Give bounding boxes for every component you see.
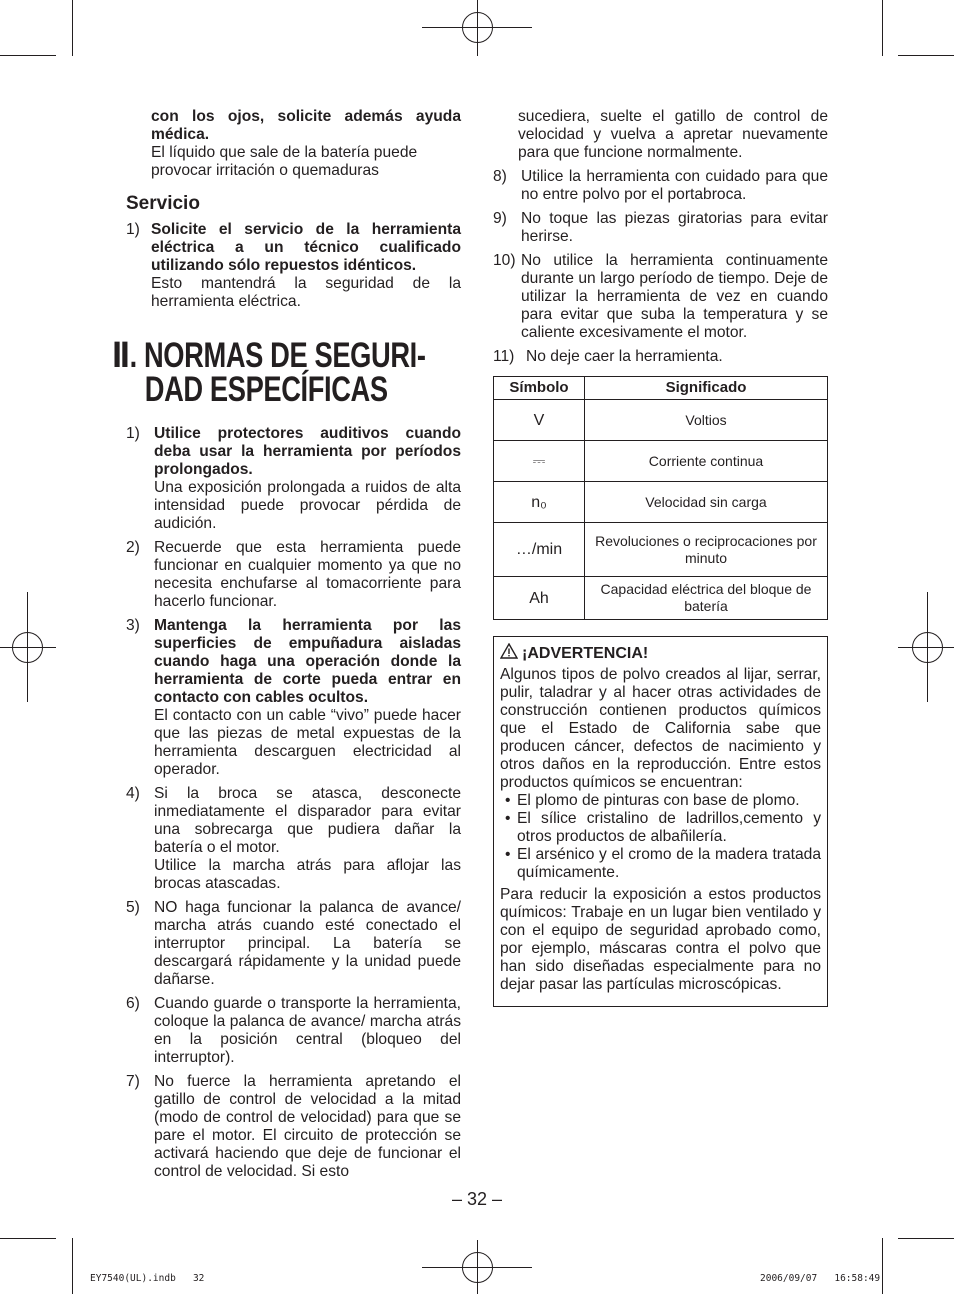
table-row: V Voltios	[494, 400, 828, 441]
warning-closing: Para reducir la exposición a estos productos químicos: Trabaje en un lugar bien ventilado y con el equipo de seguridad aprobado como, por ejemplo, máscaras contra el polvo que han sido diseñadas especialmente para no dejar pasar las partículas microscópicas.	[500, 886, 821, 993]
list-item: 11) No deje caer la herramienta.	[493, 348, 723, 365]
list-item: 6) Cuando guarde o transporte la herramienta, coloque la palanca de avance/ marcha atrás en la posición central (bloqueo del interruptor).	[126, 995, 461, 1066]
crop-mark-br-v	[882, 1238, 883, 1294]
table-header-symbol: Símbolo	[494, 377, 585, 400]
page-number: – 32 –	[451, 1189, 503, 1209]
warning-title: ¡ADVERTENCIA!	[522, 644, 649, 662]
warning-bullet: • El plomo de pinturas con base de plomo.	[505, 792, 800, 809]
list-item: 1) Utilice protectores auditivos cuando deba usar la herramienta por períodos prolongados. Una exposición prolongada a ruidos de alta intensidad puede provocar pérdida de audición.	[126, 425, 461, 532]
footer-file: EY7540(UL).indb 32	[90, 1273, 205, 1284]
continued-text: sucediera, suelte el gatillo de control de velocidad y vuelva a apretar nuevamente para que funcione normalmente.	[518, 108, 828, 161]
list-item: 10) No utilice la herramienta continuamente durante un largo período de tiempo. Deje de utilizar la herramienta de vez en cuando para evitar que suba la temperatura y se caliente excesivamente el motor.	[493, 252, 828, 341]
footer-date: 2006/09/07 16:58:49	[760, 1273, 881, 1284]
crop-mark-tl-h	[0, 55, 56, 56]
crop-mark-tr-v	[882, 0, 883, 56]
warning-intro: Algunos tipos de polvo creados al lijar, serrar, pulir, taladrar y al hacer otras actividades de construcción contienen productos químicos que el Estado de California sabe que producen cáncer, defectos de nacimiento y otros daños en la reproducción. Entre estos productos químicos se encuentran:	[500, 666, 821, 791]
warning-bullet: • El sílice cristalino de ladrillos,cemento y otros productos de albañilería.	[505, 810, 821, 845]
symbol-table	[493, 376, 828, 620]
intro-text: El líquido que sale de la batería puede provocar irritación o quemaduras	[151, 144, 418, 179]
dc-symbol-icon: ⎓	[494, 441, 585, 482]
intro-bold: con los ojos, solicite además ayuda médica.	[151, 108, 461, 143]
list-item: 4) Si la broca se atasca, desconecte inmediatamente el disparador para evitar una sobrecarga que pudiera dañar la batería o el motor. Utilice la marcha atrás para aflojar las brocas atascadas.	[126, 785, 461, 892]
warning-bullet: • El arsénico y el cromo de la madera tratada químicamente.	[505, 846, 821, 881]
servicio-item	[126, 221, 461, 311]
table-row: Ah Capacidad eléctrica del bloque de batería	[494, 577, 828, 620]
table-header-row	[494, 377, 828, 400]
table-row: n₀ Velocidad sin carga	[494, 482, 828, 523]
crop-mark-tl-v	[72, 0, 73, 56]
section-title-line1: Ⅱ. NORMAS DE SEGURI-	[112, 336, 426, 375]
crop-mark-tr-h	[898, 55, 954, 56]
intro-block	[126, 108, 461, 180]
warning-triangle-icon	[500, 643, 518, 664]
section-title	[112, 336, 447, 409]
warning-heading	[500, 643, 821, 664]
list-item: 7) No fuerce la herramienta apretando el gatillo de control de velocidad a la mitad (modo de control de velocidad) para que se pare el motor. El circuito de protección se activará haciendo que deje de funcionar el control de velocidad. Si esto	[126, 1073, 461, 1180]
right-column	[493, 108, 828, 1007]
servicio-heading: Servicio	[126, 193, 200, 214]
list-item: 3) Mantenga la herramienta por las superficies de empuñadura aisladas cuando haga una operación donde la herramienta de corte pueda entrar en contacto con cables ocultos. El contacto con un cable “vivo” puede hacer que las piezas de metal expuestas de la herramienta descarguen electricidad al operador.	[126, 617, 461, 778]
list-item: 2) Recuerde que esta herramienta puede funcionar en cualquier momento ya que no necesita enchufarse al tomacorriente para hacerlo funcionar.	[126, 539, 461, 610]
list-item: 9) No toque las piezas giratorias para evitar herirse.	[493, 210, 828, 245]
warning-box	[493, 636, 828, 1007]
left-column	[112, 108, 461, 1187]
crop-mark-bl-h	[0, 1238, 56, 1239]
table-row: …/min Revoluciones o reciprocaciones por minuto	[494, 523, 828, 577]
servicio-text: Esto mantendrá la seguridad de la herramienta eléctrica.	[151, 275, 461, 310]
servicio-bold: Solicite el servicio de la herramienta eléctrica a un técnico cualificado utilizando sólo repuestos idénticos.	[151, 221, 461, 274]
table-row: ⎓ Corriente continua	[494, 441, 828, 482]
table-header-meaning: Significado	[585, 377, 828, 400]
section-title-line2: DAD ESPECÍFICAS	[144, 370, 388, 409]
crop-mark-br-h	[898, 1238, 954, 1239]
list-item: 5) NO haga funcionar la palanca de avance/ marcha atrás cuando esté conectado el interruptor principal. La batería se descargará rápidamente y la unidad puede dañarse.	[126, 899, 461, 988]
list-item: 8) Utilice la herramienta con cuidado para que no entre polvo por el portabroca.	[493, 168, 828, 203]
safety-list-continued	[493, 168, 828, 366]
crop-mark-bl-v	[72, 1238, 73, 1294]
servicio-num: 1)	[126, 221, 140, 238]
safety-list	[126, 425, 461, 1181]
